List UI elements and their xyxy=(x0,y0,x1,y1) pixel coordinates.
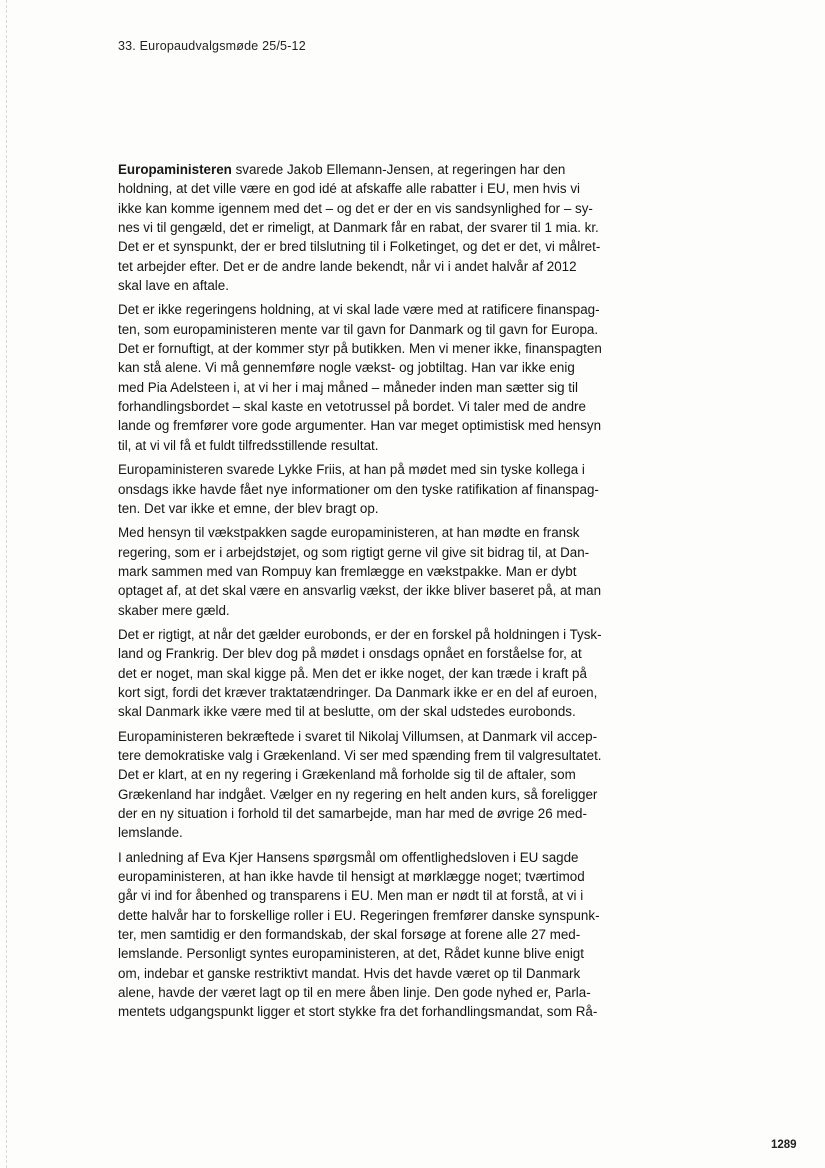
text-line: holdning, at det ville være en god idé at afskaffe alle rabatter i EU, men hvis vi xyxy=(118,181,580,197)
text-line: går vi ind for åbenhed og transparens i EU. Men man er nødt til at forstå, at vi i xyxy=(118,888,584,904)
text-line: med Pia Adelsteen i, at vi her i maj måned – måneder inden man sætter sig til xyxy=(118,379,578,395)
text-line: Det er et synspunkt, der er bred tilslutning til i Folketinget, og det er det, vi målret- xyxy=(118,239,601,255)
paragraph xyxy=(118,625,600,722)
text-line: optaget af, at det skal være en ansvarlig vækst, der ikke bliver baseret på, at man xyxy=(118,583,602,599)
text-line: mentets udgangspunkt ligger et stort stykke fra det forhandlingsmandat, som Rå- xyxy=(118,1004,598,1020)
text-line: ten, som europaministeren mente var til gavn for Danmark og til gavn for Europa. xyxy=(118,321,599,337)
binding-edge-line xyxy=(6,0,7,1168)
text-line: Det er fornuftigt, at der kommer styr på butikken. Men vi mener ikke, finanspagten xyxy=(118,341,602,357)
text-line: kort sigt, fordi det kræver traktatændringer. Da Danmark ikke er en del af euroen, xyxy=(118,684,598,700)
text-line: onsdags ikke havde fået nye informationer om den tyske ratifikation af finanspag- xyxy=(118,481,599,497)
text-line: ten. Det var ikke et emne, der blev bragt op. xyxy=(118,500,379,516)
text-line: Med hensyn til vækstpakken sagde europaministeren, at han mødte en fransk xyxy=(118,525,580,541)
running-head: 33. Europaudvalgsmøde 25/5-12 xyxy=(118,39,306,53)
paragraph xyxy=(118,160,600,295)
text-line: til, at vi vil få et fuldt tilfredsstillende resultat. xyxy=(118,437,379,453)
text-line: om, indebar et ganske restriktivt mandat. Hvis det havde været op til Danmark xyxy=(118,965,581,981)
text-line: nes vi til gengæld, det er rimeligt, at Danmark får en rabat, der svarer til 1 mia. kr. xyxy=(118,220,599,236)
text-line: lemslande. Personligt syntes europaministeren, at det, Rådet kunne blive enigt xyxy=(118,946,584,962)
text-line: tet arbejder efter. Det er de andre lande bekendt, når vi i andet halvår af 2012 xyxy=(118,258,577,274)
text-line: lemslande. xyxy=(118,825,183,841)
text-line: dette halvår har to forskellige roller i EU. Regeringen fremfører danske synspunk- xyxy=(118,907,600,923)
text-line: Det er klart, at en ny regering i Grækenland må forholde sig til de aftaler, som xyxy=(118,767,576,783)
text-line: regering, som er i arbejdstøjet, og som rigtigt gerne vil give sit bidrag til, at Dan- xyxy=(118,544,590,560)
paragraph xyxy=(118,523,600,620)
text-line: kan stå alene. Vi må gennemføre nogle vækst- og jobtiltag. Han var ikke enig xyxy=(118,360,575,376)
text-line: skal Danmark ikke være med til at beslutte, om der skal udstedes eurobonds. xyxy=(118,704,576,720)
text-line-content: svarede Jakob Ellemann-Jensen, at regeringen har den xyxy=(231,162,566,177)
text-line: Grækenland har indgået. Vælger en ny regering en helt anden kurs, så foreligger xyxy=(118,786,598,802)
text-line xyxy=(118,160,600,179)
text-line: skal lave en aftale. xyxy=(118,278,229,294)
text-line: alene, havde der været lagt op til en mere åben linje. Den gode nyhed er, Parla- xyxy=(118,985,591,1001)
body-text xyxy=(118,160,600,1027)
text-line: der en ny situation i forhold til det samarbejde, man har med de øvrige 26 med- xyxy=(118,806,587,821)
page-number: 1289 xyxy=(771,1139,797,1151)
paragraph xyxy=(118,727,600,843)
text-line: skaber mere gæld. xyxy=(118,602,230,618)
text-line: mark sammen med van Rompuy kan fremlægge en vækstpakke. Man er dybt xyxy=(118,563,577,579)
text-line: ter, men samtidig er den formandskab, der skal forsøge at forene alle 27 med- xyxy=(118,927,581,943)
text-line: land og Frankrig. Der blev dog på mødet i onsdags opnået en forståelse for, at xyxy=(118,646,582,662)
text-line: lande og fremfører vore gode argumenter. Han var meget optimistisk med hensyn xyxy=(118,418,602,434)
text-line: tere demokratiske valg i Grækenland. Vi ser med spænding frem til valgresultatet. xyxy=(118,747,602,763)
text-line: ikke kan komme igennem med det – og det er der en vis sandsynlighed for – sy- xyxy=(118,200,593,216)
text-line: Europaministeren bekræftede i svaret til Nikolaj Villumsen, at Danmark vil accep- xyxy=(118,728,598,744)
paragraph xyxy=(118,848,600,1022)
text-line: Europaministeren svarede Lykke Friis, at han på mødet med sin tyske kollega i xyxy=(118,462,585,478)
speaker-name: Europaministeren xyxy=(118,162,232,177)
text-line: I anledning af Eva Kjer Hansens spørgsmål om offentlighedsloven i EU sagde xyxy=(118,849,579,865)
text-line: Det er rigtigt, at når det gælder eurobonds, er der en forskel på holdningen i Tysk- xyxy=(118,626,602,642)
paragraph xyxy=(118,460,600,518)
text-line: forhandlingsbordet – skal kaste en vetotrussel på bordet. Vi taler med de andre xyxy=(118,399,586,415)
text-line: Det er ikke regeringens holdning, at vi skal lade være med at ratificere finanspag- xyxy=(118,302,600,318)
text-line: det er noget, man skal kigge på. Men det er ikke noget, der kan træde i kraft på xyxy=(118,665,587,681)
text-line: europaministeren, at han ikke havde til hensigt at mørklægge noget; tværtimod xyxy=(118,869,585,885)
paragraph xyxy=(118,300,600,455)
